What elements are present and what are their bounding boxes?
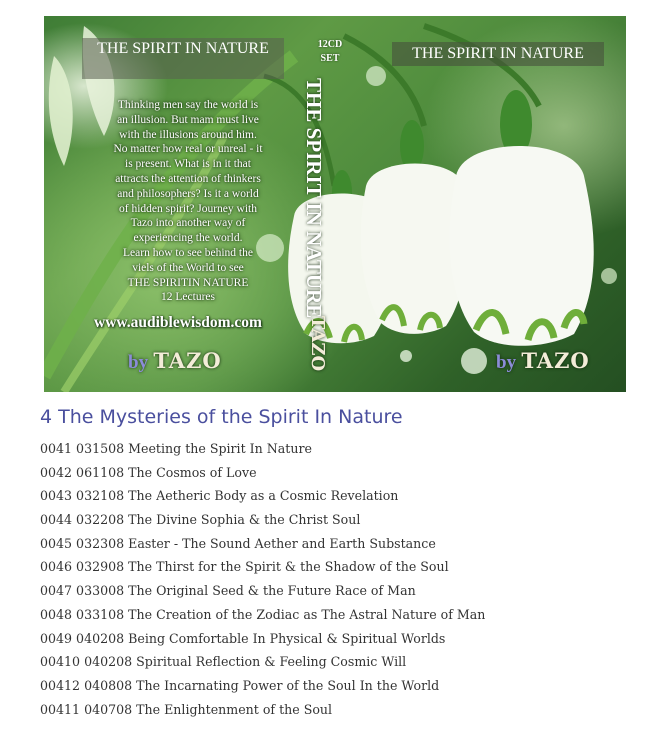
lecture-item: 0043 032108 The Aetheric Body as a Cosmic Revelation: [40, 488, 399, 504]
front-cover-title: THE SPIRIT IN NATURE: [82, 38, 284, 79]
website-url: www.audiblewisdom.com: [94, 314, 262, 331]
lecture-item: 0044 032208 The Divine Sophia & the Christ Soul: [40, 512, 361, 528]
back-cover-title: THE SPIRIT IN NATURE: [392, 42, 604, 66]
lecture-item: 0046 032908 The Thirst for the Spirit & the Shadow of the Soul: [40, 559, 449, 575]
lecture-item: 00411 040708 The Enlightenment of the Soul: [40, 701, 333, 717]
lecture-item: 0048 033108 The Creation of the Zodiac as The Astral Nature of Man: [40, 606, 486, 622]
front-author-credit: by TAZO: [128, 348, 222, 373]
front-cover-blurb: Thinking men say the world is an illusion. But mam must live with the illusions around him. No matter how real or unreal - it is present. What is in it that attracts the attention of thinkers and philosophers? Is it a world of hidden spirit? Journey with Tazo into another way of experiencing the world. Learn how to see behind the viels of the World to see THE SPIRITIN NATURE 12 Lectures: [113, 99, 263, 304]
lecture-list: [40, 440, 485, 724]
series-heading: 4 The Mysteries of the Spirit In Nature: [40, 406, 403, 428]
lecture-item: 0042 061108 The Cosmos of Love: [40, 464, 257, 480]
lecture-item: 0045 032308 Easter - The Sound Aether and Earth Substance: [40, 535, 436, 551]
cd-cover-image: THE SPIRIT IN NATURE Thinking men say the world is an illusion. But mam must live with the illusions around him. No matter how real or unreal - it is present. What is in it that attracts the attention of thinkers and philosophers? Is it a world of hidden spirit? Journey with Tazo into another way of experiencing the world. Learn how to see behind the viels of the World to see THE SPIRITIN NATURE 12 Lectures www.audiblewisdom.com by TAZO 12CD SET THE SPIRIT IN NATURE TAZO THE SPIRIT IN NATURE by TAZO: [44, 16, 626, 392]
lecture-item: 0041 031508 Meeting the Spirit In Nature: [40, 441, 312, 456]
spine-set-count: 12CD SET: [317, 39, 343, 64]
lecture-item: 0049 040208 Being Comfortable In Physical & Spiritual Worlds: [40, 630, 446, 646]
lecture-item: 00410 040208 Spiritual Reflection & Feeling Cosmic Will: [40, 654, 407, 670]
lecture-item: 0047 033008 The Original Seed & the Future Race of Man: [40, 583, 416, 599]
lecture-item: 00412 040808 The Incarnating Power of the Soul In the World: [40, 677, 440, 693]
back-author-credit: by TAZO: [496, 348, 590, 373]
